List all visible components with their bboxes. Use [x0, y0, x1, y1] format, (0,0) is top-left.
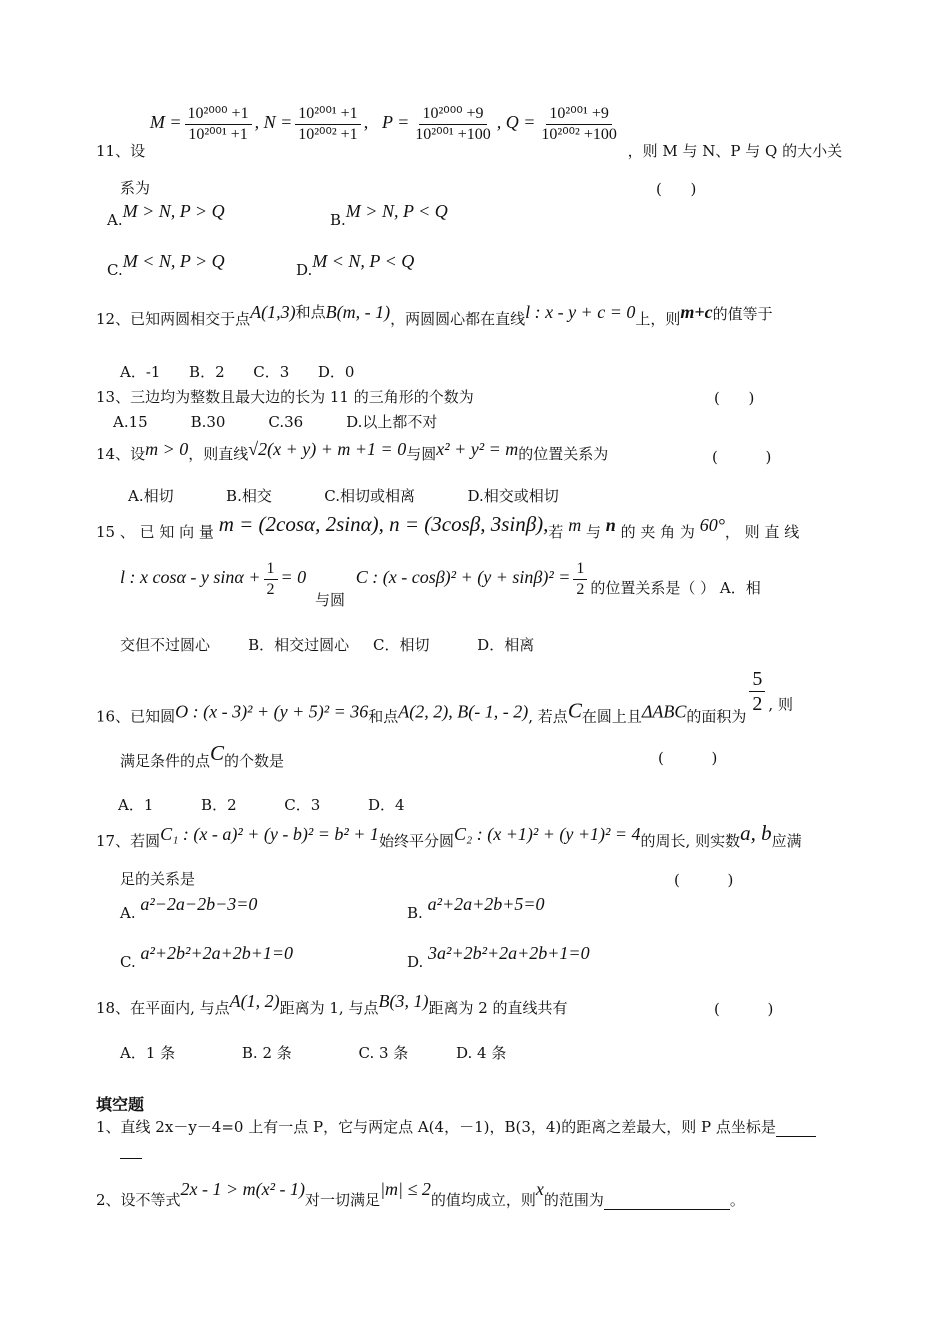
- q11-P-label: P =: [381, 112, 410, 133]
- q15-half-fraction: $\frac{1}{2}$: [264, 560, 278, 598]
- q11-option-d: D.M < N, P < Q: [296, 251, 415, 279]
- q11-option-b: B.M > N, P < Q: [330, 201, 448, 229]
- q16-line2: 满足条件的点C的个数是: [120, 741, 285, 770]
- q11-M-fraction: $\frac{\text{10²⁰⁰⁰ +1}}{\text{10²⁰⁰¹ +1}}$: [185, 105, 252, 143]
- q13-options: A.15 B.30 C.36 D.以上都不对: [113, 413, 438, 431]
- q11-option-a: A.M > N, P > Q: [107, 201, 225, 229]
- q12-options: A．-1 B．2 C．3 D．0: [120, 363, 355, 381]
- q16-answer-bracket: ( ): [658, 749, 718, 767]
- q11-option-c: C.M < N, P > Q: [107, 251, 225, 279]
- q12-stem: 12、已知两圆相交于点A(1,3)和点B(m, - 1)，两圆圆心都在直线l : x - y + c = 0上，则m+c的值等于: [96, 302, 773, 328]
- q14-answer-bracket: ( ): [712, 448, 772, 466]
- q11-Q-label: , Q =: [496, 112, 536, 133]
- q18-answer-bracket: ( ): [714, 1000, 774, 1018]
- q17-option-a: A. a²−2a−2b−3=0: [120, 894, 258, 922]
- q11-N-fraction: $\frac{\text{10²⁰⁰¹ +1}}{\text{10²⁰⁰² +1}}$: [295, 105, 360, 143]
- q11-tail: ，则 M 与 N、P 与 Q 的大小关: [627, 142, 843, 161]
- fill-question-1: 1、直线 2x－y－4=0 上有一点 P，它与两定点 A(4，－1)，B(3，4)的距离之差最大，则 P 点坐标是: [96, 1119, 816, 1137]
- q14-options: A.相切 B.相交 C.相切或相离 D.相交或相切: [128, 487, 559, 505]
- q17-option-c: C. a²+2b²+2a+2b+1=0: [120, 943, 294, 971]
- q11-number: 11、设: [96, 142, 146, 161]
- q15-stem-line3: 交但不过圆心 B．相交过圆心 C．相切 D．相离: [120, 636, 535, 654]
- q15-stem-line1: 15 、 已 知 向 量 m = (2cosα, 2sinα), n = (3cosβ, 3sinβ),若 m 与 n 的 夹 角 为 60°， 则 直 线: [96, 512, 800, 541]
- q17-option-b: B. a²+2a+2b+5=0: [407, 894, 545, 922]
- q11-answer-bracket: ( ): [656, 180, 697, 198]
- q11-N-label: , N =: [254, 112, 293, 133]
- fill-question-2: 2、设不等式2x - 1 > m(x² - 1)对一切满足|m| ≤ 2的值均成立，则x的范围为 。: [96, 1179, 745, 1209]
- q11-line1: 11、设 M = $\frac{\text{10²⁰⁰⁰ +1}}{\text{10²⁰⁰¹ +1}}$ , N = $\frac{\text{10²⁰⁰¹ +1}}{\text{10²⁰⁰² +1}}$ , P = $\frac{\text{10²⁰⁰⁰ +9}}{\text{10²⁰⁰¹ +100}}$ , Q = $\frac{\text{10²⁰⁰¹ +9}}{\text{10²⁰⁰² +100}}$ ，则 M 与 N、P 与 Q 的大小关: [96, 105, 843, 161]
- q13-answer-bracket: ( ): [714, 389, 755, 407]
- q11-M-label: M =: [149, 112, 182, 133]
- q16-options: A．1 B．2 C．3 D．4: [118, 796, 405, 814]
- q17-stem: 17、若圆C₁ : (x - a)² + (y - b)² = b² + 1始终平分圆C₂ : (x +1)² + (y +1)² = 4的周长, 则实数a, b应满: [96, 821, 802, 850]
- q16-area-fraction: $\frac{5}{2}$: [749, 668, 765, 715]
- q15-stem-line2: l : x cosα - y sinα + $\frac{1}{2}$ = 0 与圆 C : (x - cosβ)² + (y + sinβ)² = $\frac{1}{2}$ 的位置关系是（ ） A．相: [120, 560, 761, 610]
- q11-Q-fraction: $\frac{\text{10²⁰⁰¹ +9}}{\text{10²⁰⁰² +100}}$: [541, 105, 617, 143]
- q17-option-d: D. 3a²+2b²+2a+2b+1=0: [407, 943, 590, 971]
- q16-stem: 16、已知圆O : (x - 3)² + (y + 5)² = 36和点A(2, 2), B(- 1, - 2), 若点C在圆上且ΔABC的面积为 $\frac{5}{2}$ , 则: [96, 668, 793, 726]
- q18-options: A．1 条 B. 2 条 C. 3 条 D. 4 条: [120, 1044, 507, 1062]
- q17-line2: 足的关系是: [120, 870, 196, 888]
- q13-stem: 13、三边均为整数且最大边的长为 11 的三角形的个数为: [96, 388, 474, 406]
- q14-stem: 14、设m > 0，则直线√2(x + y) + m +1 = 0与圆x² + y² = m的位置关系为: [96, 439, 609, 463]
- vector-n-arrow: n: [605, 515, 616, 535]
- fill-section-heading: 填空题: [96, 1095, 145, 1114]
- q18-stem: 18、在平面内, 与点A(1, 2)距离为 1, 与点B(3, 1)距离为 2 的直线共有: [96, 991, 568, 1017]
- q17-answer-bracket: ( ): [674, 871, 734, 889]
- fill-question-1-blank-cont: [120, 1144, 142, 1161]
- q15-circle-radius-fraction: $\frac{1}{2}$: [573, 560, 587, 598]
- q11-P-fraction: $\frac{\text{10²⁰⁰⁰ +9}}{\text{10²⁰⁰¹ +100}}$: [415, 105, 491, 143]
- q11-line2: 系为: [120, 179, 151, 197]
